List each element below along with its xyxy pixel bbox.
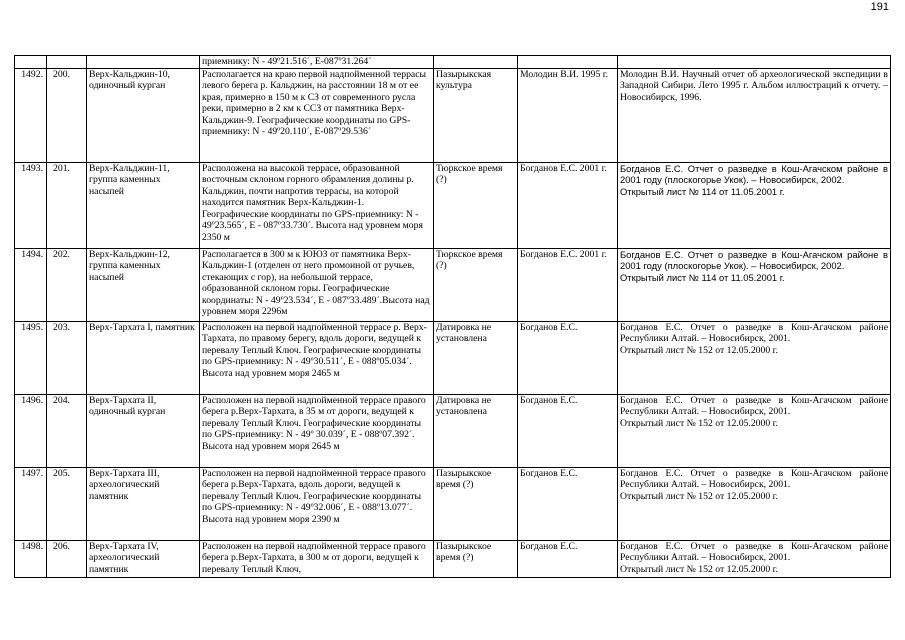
monument-source (618, 467, 891, 540)
row-index: 1492. (15, 68, 47, 162)
monument-dating: Пазырыкское время (?) (434, 540, 518, 577)
monument-source (618, 394, 891, 467)
monument-author: Молодин В.И. 1995 г. (518, 68, 618, 162)
monument-name: Верх-Кальджин-11, группа каменных насыпей (87, 162, 200, 248)
license-reference: Открытый лист № 152 от 12.05.2000 г. (620, 344, 778, 356)
monument-number: 206. (47, 540, 87, 577)
row-index: 1495. (15, 321, 47, 394)
table-row (15, 394, 891, 467)
monument-number: 201. (47, 162, 87, 248)
table-row (15, 540, 891, 577)
monument-source (618, 321, 891, 394)
continuation-row (15, 56, 891, 69)
monument-description: Расположен на первой надпойменной террасе правого берега р.Верх-Тархата, вдоль дороги, ведущей к перевалу Теплый Ключ. Географические координаты по GPS-приемнику: N - 49º32.006´, E - 088º13.077´. Высота над уровнем моря 2390 м (200, 467, 434, 540)
monument-description: Располагается на краю первой надпойменной террасы левого берега р. Кальджин, на расстоянии 18 м от ее края, примерно в 150 м к СЗ от современного русла реки, примерно в 2 км к ССЗ от памятника Верх-Кальджин-9. Географические координаты по GPS-приемнику: N - 49º20.110´, E-087º29.536´ (200, 68, 434, 162)
license-reference: Открытый лист № 152 от 12.05.2000 г. (620, 417, 778, 429)
monument-author: Богданов Е.С. 2001 г. (518, 162, 618, 248)
monument-number: 205. (47, 467, 87, 540)
monument-dating: Тюркское время (?) (434, 162, 518, 248)
row-index: 1493. (15, 162, 47, 248)
source-reference: Богданов Е.С. Отчет о разведке в Кош-Агачском районе Республики Алтай. – Новосибирск, 2001. (620, 467, 888, 490)
table-row (15, 162, 891, 248)
monument-dating: Датировка не установлена (434, 394, 518, 467)
source-reference: Богданов Е.С. Отчет о разведке в Кош-Агачском районе в 2001 году (плоскогорье Укок). – Новосибирск, 2002. (620, 162, 888, 186)
source-reference: Богданов Е.С. Отчет о разведке в Кош-Агачском районе Республики Алтай. – Новосибирск, 2001. (620, 540, 888, 563)
monument-name: Верх-Тархата I, памятник (87, 321, 200, 394)
monument-number: 200. (47, 68, 87, 162)
monument-description: Располагается в 300 м к ЮЮЗ от памятника Верх-Кальджин-1 (отделен от него промоиной от ручьев, стекающих с гор), на небольшой террасе, образованной склоном горы. Географические координаты: N - 49º23.534´, E - 087º33.489´.Высота над уровнем моря 2296м (200, 248, 434, 321)
row-index: 1498. (15, 540, 47, 577)
monument-source (618, 248, 891, 321)
monument-number: 202. (47, 248, 87, 321)
monument-description: Расположена на высокой террасе, образованной восточным склоном горного обрамления долины р. Кальджин, почти напротив террасы, на которой находится памятник Верх-Кальджин-1. Географические координаты по GPS-приемнику: N - 49º23.565´, E - 087º33.730´. Высота над уровнем моря 2350 м (200, 162, 434, 248)
row-index: 1494. (15, 248, 47, 321)
monument-author: Богданов Е.С. (518, 321, 618, 394)
continuation-text: приемнику: N - 49º21.516´, E-087º31.264´ (200, 56, 434, 69)
monument-source (618, 540, 891, 577)
row-index: 1497. (15, 467, 47, 540)
table-row (15, 321, 891, 394)
monument-dating: Пазырыкская культура (434, 68, 518, 162)
source-reference: Богданов Е.С. Отчет о разведке в Кош-Агачском районе в 2001 году (плоскогорье Укок). – Новосибирск, 2002. (620, 248, 888, 272)
monument-name: Верх-Кальджин-10, одиночный курган (87, 68, 200, 162)
source-reference: Богданов Е.С. Отчет о разведке в Кош-Агачском районе Республики Алтай. – Новосибирск, 2001. (620, 394, 888, 417)
table-row (15, 467, 891, 540)
row-index: 1496. (15, 394, 47, 467)
monument-name: Верх-Тархата III, археологический памятник (87, 467, 200, 540)
monument-name: Верх-Кальджин-12, группа каменных насыпей (87, 248, 200, 321)
monument-number: 204. (47, 394, 87, 467)
page-number: 191 (870, 1, 889, 13)
license-reference: Открытый лист № 114 от 11.05.2001 г. (620, 272, 785, 284)
license-reference: Открытый лист № 152 от 12.05.2000 г. (620, 490, 778, 502)
monument-author: Богданов Е.С. (518, 540, 618, 577)
monument-name: Верх-Тархата II, одиночный курган (87, 394, 200, 467)
source-reference: Молодин В.И. Научный отчет об археологической экспедиции в Западной Сибири. Лето 1995 г. Альбом иллюстраций к отчету. – Новосибирск, 1996. (620, 68, 888, 103)
monument-number: 203. (47, 321, 87, 394)
monument-source (618, 68, 891, 162)
monument-description: Расположен на первой надпойменной террасе р. Верх-Тархата, по правому берегу, вдоль дороги, ведущей к перевалу Теплый Ключ. Географические координаты по GPS-приемнику: N - 49º30.511´, E - 088º05.034´. Высота над уровнем моря 2465 м (200, 321, 434, 394)
monument-name: Верх-Тархата IV, археологический памятник (87, 540, 200, 577)
monument-description: Расположен на первой надпойменной террасе правого берега р.Верх-Тархата, в 300 м от дороги, ведущей к перевалу Теплый Ключ, (200, 540, 434, 577)
monument-author: Богданов Е.С. (518, 394, 618, 467)
monument-author: Богданов Е.С. (518, 467, 618, 540)
source-reference: Богданов Е.С. Отчет о разведке в Кош-Агачском районе Республики Алтай. – Новосибирск, 2001. (620, 321, 888, 344)
license-reference: Открытый лист № 114 от 11.05.2001 г. (620, 186, 785, 198)
monument-dating: Пазырыкское время (?) (434, 467, 518, 540)
table-row (15, 248, 891, 321)
monument-dating: Тюркское время (?) (434, 248, 518, 321)
monument-author: Богданов Е.С. 2001 г. (518, 248, 618, 321)
table-row (15, 68, 891, 162)
monument-registry-table (14, 55, 891, 578)
monument-source (618, 162, 891, 248)
monument-dating: Датировка не установлена (434, 321, 518, 394)
license-reference: Открытый лист № 152 от 12.05.2000 г. (620, 563, 778, 575)
monument-description: Расположен на первой надпойменной террасе правого берега р.Верх-Тархата, в 35 м от дороги, ведущей к перевалу Теплый Ключ. Географические координаты по GPS-приемнику: N - 49º 30.039´, E - 088º07.392´. Высота над уровнем моря 2645 м (200, 394, 434, 467)
